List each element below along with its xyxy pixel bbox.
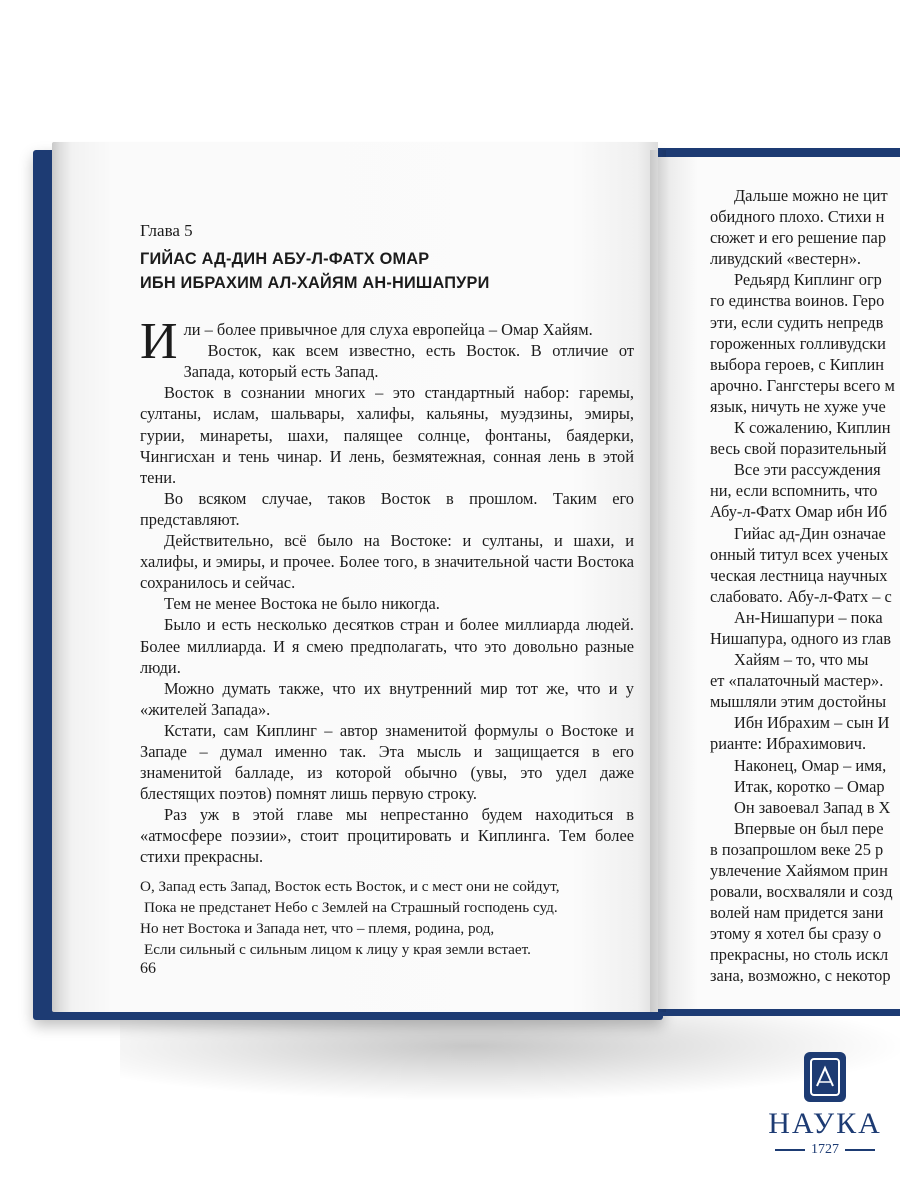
right-page-line: увлечение Хайямом прин [710, 861, 888, 880]
paragraph-text: ли – более привычное для слуха европейца – Омар Хайям. [183, 320, 593, 340]
right-page-line: в позапрошлом веке 25 р [710, 839, 884, 859]
right-page-line: Ан-Нишапури – пока [734, 607, 883, 627]
paragraph: Восток в сознании многих – это стандартный набор: гаремы, султаны, ислам, шальвары, халифы, кальяны, муэдзины, эмиры, гурии, минареты, шахи, палящее солнце, фонтаны, баядерки, Чингисхан и тень чинар. И лень, безмятежная, сонная лень в этой тени. [140, 383, 634, 487]
right-page-line: зана, возможно, с некотор [710, 966, 891, 986]
right-page-line: Хайям – то, что мы [734, 650, 869, 670]
poem-line: О, Запад есть Запад, Восток есть Восток, и с мест они не сойдут, [140, 877, 560, 895]
right-page-line: Итак, коротко – Омар [734, 776, 885, 796]
right-page-line: ровали, восхваляли и созд [710, 882, 893, 902]
right-page-line: ни, если вспомнить, что [710, 481, 878, 501]
right-page-line: го единства воинов. Геро [710, 291, 885, 311]
right-page-line: ливудский «вестерн». [710, 249, 862, 269]
right-page-line: прекрасны, но столь искл [710, 945, 889, 965]
drop-cap: И [140, 313, 178, 371]
right-page-line: слабовато. Абу-л-Фатх – с [710, 586, 892, 606]
right-page-line: выбора героев, с Киплин [710, 354, 885, 374]
paragraph: Можно думать также, что их внутренний мир тот же, что и у «жителей Запада». [140, 678, 634, 719]
chapter-label: Глава 5 [140, 221, 193, 240]
paragraph: Кстати, сам Киплинг – автор знаменитой формулы о Востоке и Западе – думал именно так. Эта мысль и защищается в его знаменитой балладе, из которой обычно (увы, это удел даже блестящих поэтов) помнят лишь первую строку. [140, 720, 634, 804]
poem-line: Пока не предстанет Небо с Землей на Страшный господень суд. [144, 898, 558, 916]
right-page-line: волей нам придется зани [710, 903, 884, 923]
right-page-text [710, 185, 900, 987]
right-page-line: Ибн Ибрахим – сын И [734, 713, 890, 733]
right-page-line: Наконец, Омар – имя, [734, 755, 887, 775]
left-page [52, 142, 658, 1012]
right-page-line: Абу-л-Фатх Омар ибн Иб [710, 502, 888, 522]
right-page-line: гороженных голливудски [710, 333, 886, 353]
right-page-line: Он завоевал Запад в Х [734, 797, 891, 817]
right-page-line: этому я хотел бы сразу о [710, 924, 882, 944]
poem-line: Но нет Востока и Запада нет, что – племя, родина, род, [140, 919, 495, 937]
paragraph: Раз уж в этой главе мы непрестанно будем находиться в «атмосфере поэзии», стоит процитировать и Киплинга. Тем более стихи прекрасны. [140, 805, 634, 867]
right-page-line: весь свой поразительный [710, 439, 887, 459]
page-number: 66 [140, 960, 156, 977]
right-page-line: язык, ничуть не хуже уче [710, 396, 886, 416]
right-page-line: обидного плохо. Стихи н [710, 207, 885, 227]
right-page-line: ческая лестница научных [710, 565, 888, 585]
poem-line: Если сильный с сильным лицом к лицу у края земли встает. [144, 940, 531, 958]
publisher-logo [760, 1052, 890, 1162]
right-page-line: Дальше можно не цит [734, 186, 888, 205]
paragraph: Во всяком случае, таков Восток в прошлом. Таким его представляют. [140, 488, 634, 529]
left-page-text [140, 220, 634, 960]
chapter-title [140, 247, 614, 295]
paragraph: Было и есть несколько десятков стран и более миллиарда людей. Более миллиарда. И я смею предполагать, что это довольно разные люди. [140, 615, 634, 677]
paragraph: Действительно, всё было на Востоке: и султаны, и шахи, и халифы, и эмиры, и прочее. Более того, в значительной части Востока сохранилось и сейчас. [140, 531, 634, 593]
right-page-line: К сожалению, Киплин [734, 418, 891, 438]
right-page-line: Нишапура, одного из глав [710, 628, 891, 648]
right-page-line: Все эти рассуждения [734, 460, 881, 480]
chapter-title-line: ГИЙАС АД-ДИН АБУ-Л-ФАТХ ОМАР [140, 249, 430, 269]
right-page-line: сюжет и его решение пар [710, 228, 887, 248]
chapter-title-line: ИБН ИБРАХИМ АЛ-ХАЙЯМ АН-НИШАПУРИ [140, 273, 490, 293]
right-page-line: эти, если судить непредв [710, 312, 884, 332]
right-page-line: Гийас ад-Дин означае [734, 523, 886, 543]
right-page-line: ет «палаточный мастер». [710, 671, 884, 691]
paragraph: Восток, как всем известно, есть Восток. В отличие от Запада, который есть Запад. [183, 341, 634, 382]
book-emblem-icon [804, 1052, 846, 1102]
paragraph: Тем не менее Востока не было никогда. [164, 594, 440, 614]
publisher-year: 1727 [811, 1142, 839, 1157]
publisher-name: НАУКА [768, 1107, 882, 1140]
right-page-line: арочно. Гангстеры всего м [710, 375, 895, 395]
right-page-line: Впервые он был пере [734, 818, 884, 838]
right-page-line: рианте: Ибрахимович. [710, 734, 867, 754]
publisher-year-row [760, 1142, 890, 1158]
right-page-line: онный титул всех ученых [710, 544, 889, 564]
right-page-line: Редьярд Киплинг огр [734, 270, 882, 290]
right-page [658, 157, 900, 1009]
poem-quote [140, 876, 634, 960]
right-page-line: мышляли этим достойны [710, 692, 887, 712]
